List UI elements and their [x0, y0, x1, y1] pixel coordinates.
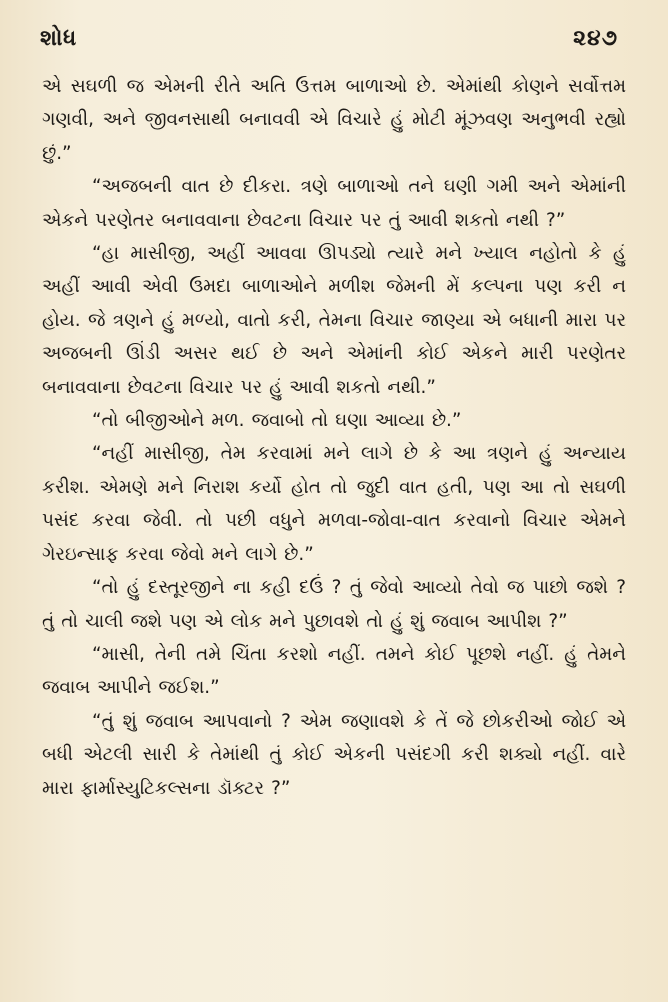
paragraph: એ સઘળી જ એમની રીતે અતિ ઉત્તમ બાળાઓ છે. એમાંથી કોણને સર્વોત્તમ ગણવી, અને જીવનસાથી બનાવવી એ વિચારે હું મોટી મૂંઝવણ અનુભવી રહ્યો છું.”	[42, 76, 626, 164]
page-header	[40, 26, 618, 60]
paragraph: “તું શું જવાબ આપવાનો ? એમ જણાવશે કે તેં જે છોકરીઓ જોઈ એ બધી એટલી સારી કે તેમાંથી તું કોઈ એકની પસંદગી કરી શક્યો નહીં. વારે મારા ફાર્માસ્યુટિકલ્સના ડૉક્ટર ?”	[42, 710, 626, 799]
body-text	[42, 70, 626, 805]
page-number: ૨૪૭	[573, 26, 618, 51]
paragraph: “નહીં માસીજી, તેમ કરવામાં મને લાગે છે કે આ ત્રણને હું અન્યાય કરીશ. એમણે મને નિરાશ કર્યો હોત તો જુદી વાત હતી, પણ આ તો સઘળી પસંદ કરવા જેવી. તો પછી વધુને મળવા-જોવા-વાત કરવાનો વિચાર એમને ગેરઇન્સાફ કરવા જેવો મને લાગે છે.”	[42, 443, 626, 565]
running-head: શોધ	[40, 26, 77, 51]
paragraph: “તો બીજીઓને મળ. જવાબો તો ઘણા આવ્યા છે.”	[92, 410, 462, 432]
paragraph: “અજબની વાત છે દીકરા. ત્રણે બાળાઓ તને ઘણી ગમી અને એમાંની એકને પરણેતર બનાવવાના છેવટના વિચાર પર તું આવી શકતો નથી ?”	[42, 176, 626, 231]
paragraph: “હા માસીજી, અહીં આવવા ઊપડ્યો ત્યારે મને ખ્યાલ નહોતો કે હું અહીં આવી એવી ઉમદા બાળાઓને મળીશ જેમની મેં કલ્પના પણ કરી ન હોય. જે ત્રણને હું મળ્યો, વાતો કરી, તેમના વિચાર જાણ્યા એ બધાની મારા પર અજબની ઊંડી અસર થઈ છે અને એમાંની કોઈ એકને મારી પરણેતર બનાવવાના છેવટના વિચાર પર હું આવી શકતો નથી.”	[42, 243, 626, 398]
paragraph: “તો હું દસ્તૂરજીને ના કહી દઉં ? તું જેવો આવ્યો તેવો જ પાછો જશે ? તું તો ચાલી જશે પણ એ લોક મને પુછાવશે તો હું શું જવાબ આપીશ ?”	[42, 577, 626, 632]
paragraph: “માસી, તેની તમે ચિંતા કરશો નહીં. તમને કોઈ પૂછશે નહીં. હું તેમને જવાબ આપીને જઈશ.”	[42, 643, 626, 699]
